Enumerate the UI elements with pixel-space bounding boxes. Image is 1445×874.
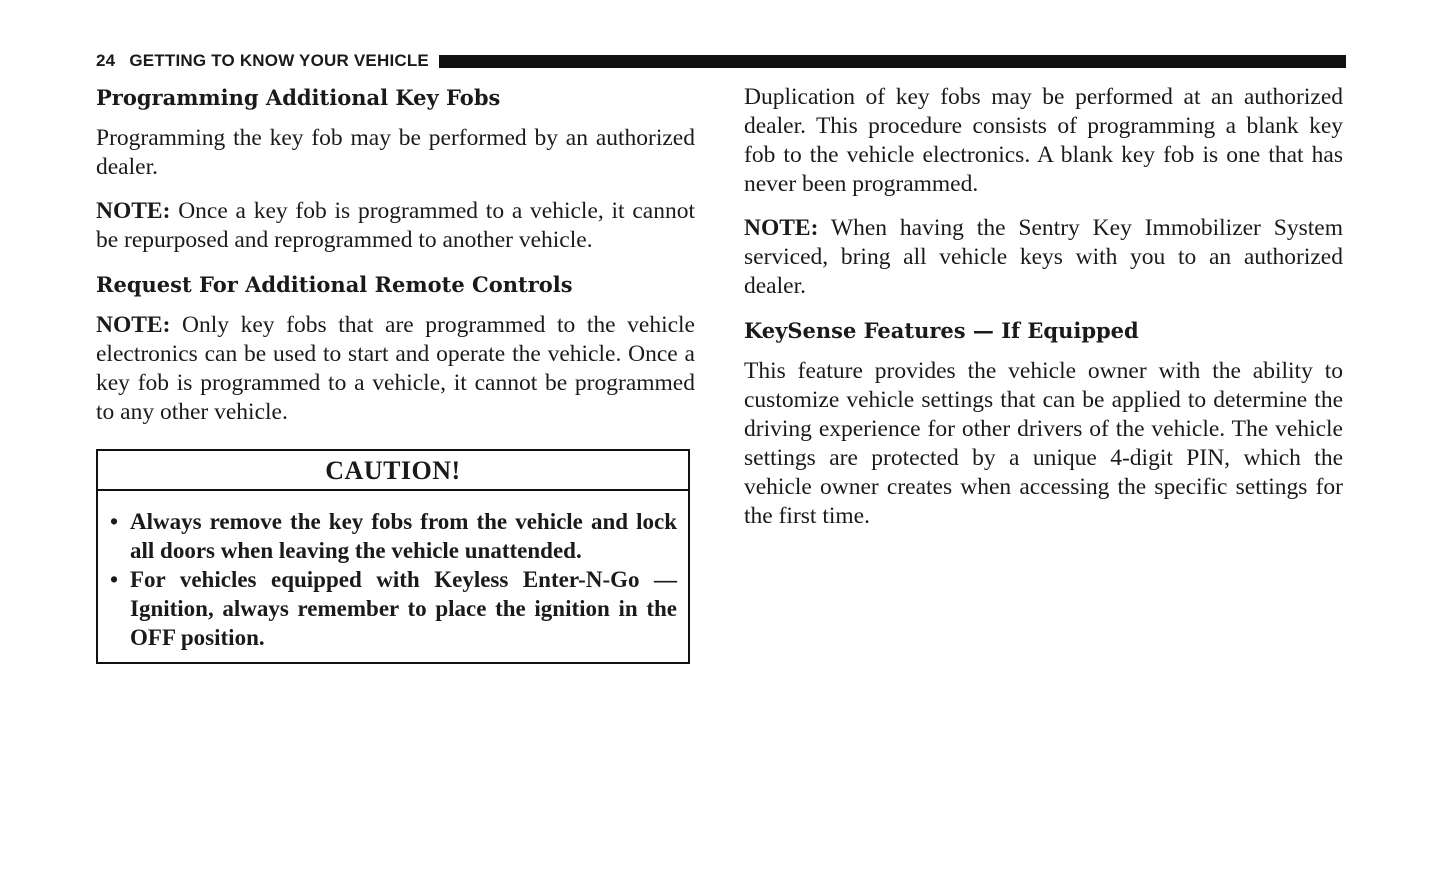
heading-programming-key-fobs: Programming Additional Key Fobs [96, 85, 501, 110]
left-column [96, 83, 695, 664]
caution-item: • Always remove the key fobs from the vehicle and lock all doors when leaving the vehicle unattended. [110, 509, 677, 563]
caution-title: CAUTION! [98, 451, 688, 491]
section-title: GETTING TO KNOW YOUR VEHICLE [129, 51, 429, 70]
note-programmed-fobs [96, 311, 695, 427]
note-label: NOTE: [96, 312, 171, 338]
paragraph-keysense: This feature provides the vehicle owner with the ability to customize vehicle settings that can be applied to determine the driving experience for other drivers of the vehicle. The vehicle settings are protected by a unique 4-digit PIN, which the vehicle owner creates when accessing the specific settings for the first time. [744, 358, 1343, 529]
note-text: Only key fobs that are programmed to the vehicle electronics can be used to start and operate the vehicle. Once a key fob is programmed to a vehicle, it cannot be programmed to any other vehicle. [96, 312, 695, 425]
note-text: When having the Sentry Key Immobilizer System serviced, bring all vehicle keys with you to an authorized dealer. [744, 215, 1343, 299]
note-text: Once a key fob is programmed to a vehicle, it cannot be repurposed and reprogrammed to another vehicle. [96, 198, 695, 253]
bullet-icon: • [110, 567, 119, 592]
caution-item: • For vehicles equipped with Keyless Enter-N-Go — Ignition, always remember to place the ignition in the OFF position. [110, 567, 677, 650]
note-label: NOTE: [96, 198, 171, 224]
note-sentry-key [744, 214, 1343, 301]
heading-remote-controls: Request For Additional Remote Controls [96, 272, 573, 297]
note-label: NOTE: [744, 215, 819, 241]
right-column [744, 83, 1343, 546]
bullet-icon: • [110, 509, 119, 534]
page-number: 24 [96, 51, 116, 70]
note-repurpose [96, 197, 695, 255]
header-rule [439, 55, 1346, 68]
page-header [96, 50, 1346, 72]
paragraph-duplication: Duplication of key fobs may be performed at an authorized dealer. This procedure consists of programming a blank key fob to the vehicle electronics. A blank key fob is one that has never been programmed. [744, 84, 1343, 197]
caution-list [98, 491, 688, 662]
paragraph-programming: Programming the key fob may be performed by an authorized dealer. [96, 125, 695, 180]
heading-keysense: KeySense Features — If Equipped [744, 318, 1139, 343]
caution-box [96, 449, 690, 664]
